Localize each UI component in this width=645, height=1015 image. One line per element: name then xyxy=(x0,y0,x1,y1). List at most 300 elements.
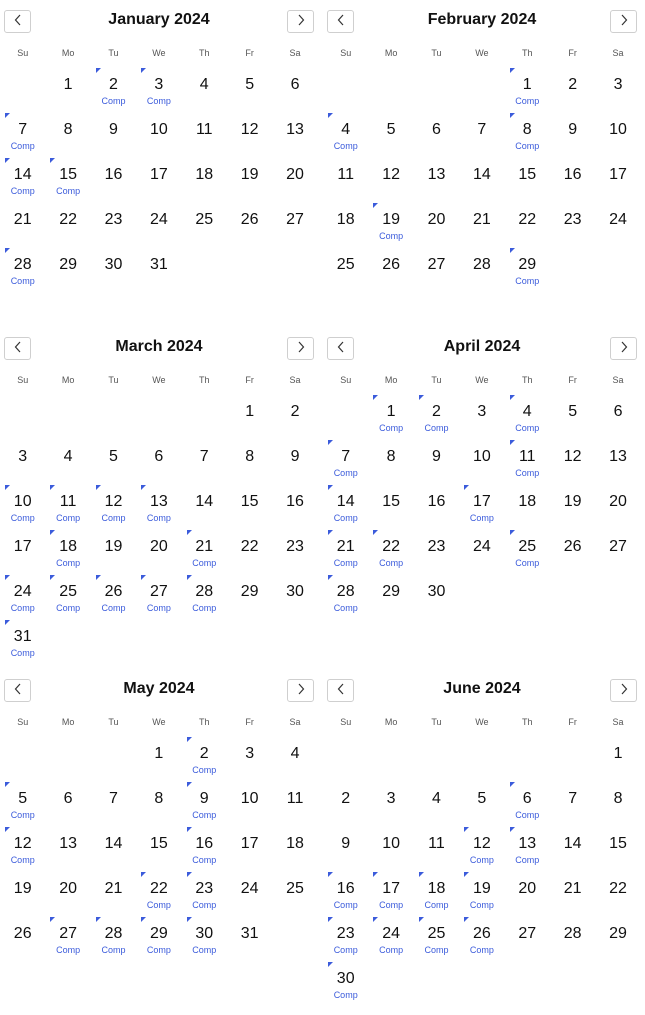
comp-label: Comp xyxy=(515,423,540,433)
day-cell[interactable] xyxy=(91,569,136,614)
prev-month-button[interactable] xyxy=(4,10,31,33)
day-cell[interactable] xyxy=(368,911,413,956)
day-number: 15 xyxy=(59,166,77,183)
day-cell[interactable] xyxy=(227,821,272,866)
day-cell[interactable] xyxy=(368,821,413,866)
day-cell[interactable] xyxy=(272,107,317,152)
day-cell[interactable] xyxy=(227,776,272,821)
comp-label: Comp xyxy=(192,855,217,865)
day-cell[interactable] xyxy=(550,62,595,107)
day-cell[interactable] xyxy=(272,731,317,776)
month-june-2024 xyxy=(323,669,641,1009)
day-cell[interactable] xyxy=(227,866,272,911)
chevron-left-icon xyxy=(14,340,22,358)
day-cell[interactable] xyxy=(595,152,640,197)
day-cell[interactable] xyxy=(45,197,90,242)
day-cell[interactable] xyxy=(136,197,181,242)
comp-marker-icon xyxy=(50,530,55,535)
day-number: 23 xyxy=(336,925,355,942)
day-number: 6 xyxy=(432,121,441,138)
day-grid xyxy=(323,62,641,287)
comp-marker-icon xyxy=(96,917,101,922)
day-cell[interactable] xyxy=(505,776,550,821)
day-cell[interactable] xyxy=(91,152,136,197)
day-cell[interactable] xyxy=(272,434,317,479)
day-number: 4 xyxy=(341,121,351,138)
day-cell[interactable] xyxy=(550,911,595,956)
day-cell[interactable] xyxy=(136,731,181,776)
day-cell[interactable] xyxy=(45,152,90,197)
day-number: 9 xyxy=(199,790,209,807)
day-cell[interactable] xyxy=(368,524,413,569)
day-cell[interactable] xyxy=(595,911,640,956)
weekday-header-row xyxy=(323,717,641,727)
day-cell[interactable] xyxy=(0,524,45,569)
day-cell[interactable] xyxy=(227,479,272,524)
day-cell[interactable] xyxy=(0,911,45,956)
weekday-label: Th xyxy=(522,717,533,727)
comp-label: Comp xyxy=(10,186,35,196)
day-cell[interactable] xyxy=(368,569,413,614)
day-cell[interactable] xyxy=(414,569,459,614)
day-cell[interactable] xyxy=(323,479,368,524)
day-cell[interactable] xyxy=(323,956,368,1001)
day-cell[interactable] xyxy=(45,242,90,287)
day-number: 24 xyxy=(382,925,400,942)
day-cell[interactable] xyxy=(323,107,368,152)
day-cell[interactable] xyxy=(368,152,413,197)
day-cell[interactable] xyxy=(550,866,595,911)
empty-cell xyxy=(368,62,413,107)
day-cell[interactable] xyxy=(459,152,504,197)
day-number: 8 xyxy=(613,790,623,807)
comp-label: Comp xyxy=(333,468,358,478)
day-number: 1 xyxy=(154,745,164,762)
day-cell[interactable] xyxy=(414,524,459,569)
day-cell[interactable] xyxy=(182,107,227,152)
day-cell[interactable] xyxy=(459,107,504,152)
day-cell[interactable] xyxy=(595,866,640,911)
day-cell[interactable] xyxy=(505,821,550,866)
day-cell[interactable] xyxy=(505,197,550,242)
day-number: 7 xyxy=(341,448,351,465)
day-cell[interactable] xyxy=(550,524,595,569)
day-cell[interactable] xyxy=(227,524,272,569)
day-cell[interactable] xyxy=(182,731,227,776)
comp-label: Comp xyxy=(192,945,217,955)
day-cell[interactable] xyxy=(505,242,550,287)
day-cell[interactable] xyxy=(272,569,317,614)
chevron-left-icon xyxy=(14,682,22,700)
day-cell[interactable] xyxy=(182,152,227,197)
day-cell[interactable] xyxy=(414,911,459,956)
day-cell[interactable] xyxy=(45,821,90,866)
day-cell[interactable] xyxy=(550,107,595,152)
day-cell[interactable] xyxy=(595,776,640,821)
day-number: 17 xyxy=(149,166,168,183)
day-cell[interactable] xyxy=(459,866,504,911)
day-cell[interactable] xyxy=(0,479,45,524)
day-number: 8 xyxy=(522,121,532,138)
day-cell[interactable] xyxy=(323,152,368,197)
day-number: 5 xyxy=(109,448,118,465)
day-cell[interactable] xyxy=(368,197,413,242)
day-cell[interactable] xyxy=(91,911,136,956)
comp-marker-icon xyxy=(510,530,515,535)
day-number: 18 xyxy=(286,835,304,852)
comp-label: Comp xyxy=(515,558,540,568)
day-number: 30 xyxy=(427,583,446,600)
prev-month-button[interactable] xyxy=(4,337,31,360)
day-cell[interactable] xyxy=(91,479,136,524)
day-cell[interactable] xyxy=(0,152,45,197)
day-cell[interactable] xyxy=(323,776,368,821)
day-cell[interactable] xyxy=(459,524,504,569)
day-cell[interactable] xyxy=(323,524,368,569)
day-cell[interactable] xyxy=(550,479,595,524)
day-cell[interactable] xyxy=(414,434,459,479)
day-number: 19 xyxy=(472,880,491,897)
day-cell[interactable] xyxy=(459,242,504,287)
day-cell[interactable] xyxy=(595,821,640,866)
comp-label: Comp xyxy=(424,423,449,433)
day-number: 9 xyxy=(109,121,118,138)
day-cell[interactable] xyxy=(459,479,504,524)
day-cell[interactable] xyxy=(459,911,504,956)
day-cell[interactable] xyxy=(227,62,272,107)
day-number: 23 xyxy=(104,211,123,228)
day-cell[interactable] xyxy=(368,434,413,479)
day-number: 23 xyxy=(427,538,446,555)
day-cell[interactable] xyxy=(91,434,136,479)
day-cell[interactable] xyxy=(272,866,317,911)
weekday-label: We xyxy=(475,48,489,58)
day-cell[interactable] xyxy=(414,242,459,287)
day-cell[interactable] xyxy=(136,866,181,911)
day-cell[interactable] xyxy=(0,107,45,152)
day-number: 19 xyxy=(382,211,400,228)
comp-label: Comp xyxy=(333,603,358,613)
day-cell[interactable] xyxy=(550,434,595,479)
day-cell[interactable] xyxy=(182,197,227,242)
day-number: 4 xyxy=(522,403,532,420)
day-cell[interactable] xyxy=(272,62,317,107)
day-cell[interactable] xyxy=(414,821,459,866)
day-cell[interactable] xyxy=(595,389,640,434)
day-cell[interactable] xyxy=(323,434,368,479)
day-number: 9 xyxy=(432,448,441,465)
day-cell[interactable] xyxy=(182,524,227,569)
month-header xyxy=(323,0,641,28)
day-cell[interactable] xyxy=(0,821,45,866)
day-number: 27 xyxy=(518,925,537,942)
day-cell[interactable] xyxy=(368,479,413,524)
comp-marker-icon xyxy=(187,737,192,742)
day-cell[interactable] xyxy=(323,821,368,866)
day-cell[interactable] xyxy=(368,389,413,434)
empty-cell xyxy=(414,731,459,776)
day-cell[interactable] xyxy=(136,569,181,614)
day-cell[interactable] xyxy=(91,776,136,821)
day-cell[interactable] xyxy=(136,434,181,479)
comp-label: Comp xyxy=(469,945,494,955)
weekday-header-row xyxy=(323,48,641,58)
day-cell[interactable] xyxy=(136,821,181,866)
day-cell[interactable] xyxy=(0,242,45,287)
month-header xyxy=(0,669,318,697)
day-cell[interactable] xyxy=(45,434,90,479)
chevron-right-icon xyxy=(297,13,305,31)
day-cell[interactable] xyxy=(182,776,227,821)
day-cell[interactable] xyxy=(91,107,136,152)
month-march-2024 xyxy=(0,327,318,667)
day-cell[interactable] xyxy=(182,866,227,911)
day-number: 2 xyxy=(432,403,441,420)
day-cell[interactable] xyxy=(227,389,272,434)
day-number: 1 xyxy=(613,745,623,762)
day-number: 5 xyxy=(477,790,487,807)
day-cell[interactable] xyxy=(91,524,136,569)
day-cell[interactable] xyxy=(414,479,459,524)
day-cell[interactable] xyxy=(595,107,640,152)
day-cell[interactable] xyxy=(91,242,136,287)
day-cell[interactable] xyxy=(505,107,550,152)
day-cell[interactable] xyxy=(459,197,504,242)
day-cell[interactable] xyxy=(227,197,272,242)
day-cell[interactable] xyxy=(595,524,640,569)
day-cell[interactable] xyxy=(459,389,504,434)
day-cell[interactable] xyxy=(227,569,272,614)
next-month-button[interactable] xyxy=(610,337,637,360)
day-cell[interactable] xyxy=(45,911,90,956)
day-number: 10 xyxy=(472,448,491,465)
day-cell[interactable] xyxy=(136,107,181,152)
day-cell[interactable] xyxy=(414,776,459,821)
day-cell[interactable] xyxy=(323,242,368,287)
comp-label: Comp xyxy=(515,855,540,865)
day-number: 20 xyxy=(609,493,627,510)
weekday-label: Su xyxy=(17,375,29,385)
weekday-label: We xyxy=(152,717,166,727)
day-cell[interactable] xyxy=(323,569,368,614)
month-april-2024 xyxy=(323,327,641,667)
day-number: 7 xyxy=(199,448,209,465)
prev-month-button[interactable] xyxy=(4,679,31,702)
day-cell[interactable] xyxy=(595,434,640,479)
day-cell[interactable] xyxy=(368,776,413,821)
day-cell[interactable] xyxy=(136,524,181,569)
day-cell[interactable] xyxy=(136,62,181,107)
day-cell[interactable] xyxy=(550,821,595,866)
chevron-left-icon xyxy=(337,13,345,31)
day-cell[interactable] xyxy=(505,524,550,569)
day-cell[interactable] xyxy=(136,152,181,197)
day-cell[interactable] xyxy=(323,866,368,911)
day-cell[interactable] xyxy=(227,107,272,152)
month-header xyxy=(0,327,318,355)
day-cell[interactable] xyxy=(550,389,595,434)
next-month-button[interactable] xyxy=(610,679,637,702)
day-cell[interactable] xyxy=(550,776,595,821)
day-cell[interactable] xyxy=(595,62,640,107)
day-cell[interactable] xyxy=(136,911,181,956)
day-cell[interactable] xyxy=(227,152,272,197)
day-number: 13 xyxy=(518,835,537,852)
weekday-label: Su xyxy=(340,375,352,385)
day-cell[interactable] xyxy=(45,62,90,107)
chevron-right-icon xyxy=(620,682,628,700)
day-cell[interactable] xyxy=(595,197,640,242)
day-cell[interactable] xyxy=(459,821,504,866)
comp-label: Comp xyxy=(101,96,126,106)
next-month-button[interactable] xyxy=(287,337,314,360)
day-number: 14 xyxy=(336,493,355,510)
day-number: 7 xyxy=(18,121,28,138)
day-cell[interactable] xyxy=(505,479,550,524)
comp-marker-icon xyxy=(5,620,10,625)
day-cell[interactable] xyxy=(272,524,317,569)
comp-label: Comp xyxy=(515,96,540,106)
day-cell[interactable] xyxy=(550,197,595,242)
day-cell[interactable] xyxy=(45,866,90,911)
comp-label: Comp xyxy=(333,900,358,910)
prev-month-button[interactable] xyxy=(327,679,354,702)
day-number: 11 xyxy=(59,493,77,510)
day-cell[interactable] xyxy=(136,776,181,821)
day-cell[interactable] xyxy=(182,911,227,956)
comp-marker-icon xyxy=(328,530,333,535)
next-month-button[interactable] xyxy=(287,679,314,702)
day-number: 18 xyxy=(336,211,355,228)
day-cell[interactable] xyxy=(414,107,459,152)
day-cell[interactable] xyxy=(505,911,550,956)
empty-cell xyxy=(0,62,45,107)
day-cell[interactable] xyxy=(182,62,227,107)
day-number: 30 xyxy=(336,970,355,987)
day-cell[interactable] xyxy=(227,731,272,776)
day-cell[interactable] xyxy=(45,107,90,152)
day-number: 4 xyxy=(290,745,300,762)
day-cell[interactable] xyxy=(0,866,45,911)
prev-month-button[interactable] xyxy=(327,337,354,360)
day-cell[interactable] xyxy=(414,389,459,434)
day-cell[interactable] xyxy=(323,911,368,956)
day-number: 5 xyxy=(568,403,578,420)
day-cell[interactable] xyxy=(0,569,45,614)
day-cell[interactable] xyxy=(595,479,640,524)
comp-label: Comp xyxy=(10,603,35,613)
day-number: 3 xyxy=(18,448,28,465)
day-cell[interactable] xyxy=(368,107,413,152)
day-cell[interactable] xyxy=(272,479,317,524)
day-cell[interactable] xyxy=(182,434,227,479)
comp-label: Comp xyxy=(515,810,540,820)
day-cell[interactable] xyxy=(368,242,413,287)
day-cell[interactable] xyxy=(272,197,317,242)
comp-label: Comp xyxy=(192,603,217,613)
day-cell[interactable] xyxy=(136,479,181,524)
day-number: 13 xyxy=(59,835,77,852)
day-cell[interactable] xyxy=(45,569,90,614)
weekday-label: We xyxy=(152,375,166,385)
day-number: 15 xyxy=(609,835,627,852)
day-cell[interactable] xyxy=(0,614,45,659)
day-cell[interactable] xyxy=(368,866,413,911)
next-month-button[interactable] xyxy=(287,10,314,33)
day-cell[interactable] xyxy=(91,62,136,107)
day-cell[interactable] xyxy=(272,776,317,821)
day-cell[interactable] xyxy=(182,821,227,866)
day-cell[interactable] xyxy=(0,776,45,821)
day-cell[interactable] xyxy=(136,242,181,287)
day-cell[interactable] xyxy=(459,776,504,821)
day-cell[interactable] xyxy=(414,197,459,242)
day-number: 14 xyxy=(104,835,123,852)
day-number: 9 xyxy=(341,835,351,852)
day-number: 25 xyxy=(59,583,77,600)
comp-label: Comp xyxy=(379,558,404,568)
day-cell[interactable] xyxy=(550,152,595,197)
next-month-button[interactable] xyxy=(610,10,637,33)
day-number: 22 xyxy=(518,211,537,228)
day-cell[interactable] xyxy=(505,152,550,197)
day-number: 24 xyxy=(472,538,491,555)
day-cell[interactable] xyxy=(45,479,90,524)
day-cell[interactable] xyxy=(323,197,368,242)
prev-month-button[interactable] xyxy=(327,10,354,33)
day-cell[interactable] xyxy=(45,524,90,569)
day-cell[interactable] xyxy=(414,152,459,197)
day-cell[interactable] xyxy=(505,62,550,107)
day-cell[interactable] xyxy=(182,479,227,524)
day-cell[interactable] xyxy=(459,434,504,479)
day-cell[interactable] xyxy=(272,152,317,197)
day-cell[interactable] xyxy=(182,569,227,614)
day-number: 20 xyxy=(59,880,77,897)
day-cell[interactable] xyxy=(414,866,459,911)
chevron-right-icon xyxy=(297,340,305,358)
day-number: 1 xyxy=(63,76,73,93)
empty-cell xyxy=(182,389,227,434)
day-cell[interactable] xyxy=(0,434,45,479)
day-cell[interactable] xyxy=(227,434,272,479)
weekday-header-row xyxy=(0,717,318,727)
day-cell[interactable] xyxy=(91,197,136,242)
day-number: 24 xyxy=(240,880,259,897)
day-cell[interactable] xyxy=(91,866,136,911)
day-cell[interactable] xyxy=(45,776,90,821)
day-cell[interactable] xyxy=(272,821,317,866)
comp-label: Comp xyxy=(192,900,217,910)
day-cell[interactable] xyxy=(272,389,317,434)
day-cell[interactable] xyxy=(505,866,550,911)
day-number: 27 xyxy=(149,583,168,600)
comp-label: Comp xyxy=(515,468,540,478)
weekday-label: Mo xyxy=(61,375,75,385)
day-cell[interactable] xyxy=(0,197,45,242)
day-cell[interactable] xyxy=(91,821,136,866)
comp-label: Comp xyxy=(56,945,81,955)
day-number: 17 xyxy=(240,835,259,852)
weekday-label: Su xyxy=(340,48,352,58)
day-cell[interactable] xyxy=(505,389,550,434)
day-cell[interactable] xyxy=(227,911,272,956)
day-number: 20 xyxy=(518,880,537,897)
day-number: 6 xyxy=(522,790,532,807)
day-cell[interactable] xyxy=(505,434,550,479)
day-number: 21 xyxy=(472,211,491,228)
day-cell[interactable] xyxy=(595,731,640,776)
